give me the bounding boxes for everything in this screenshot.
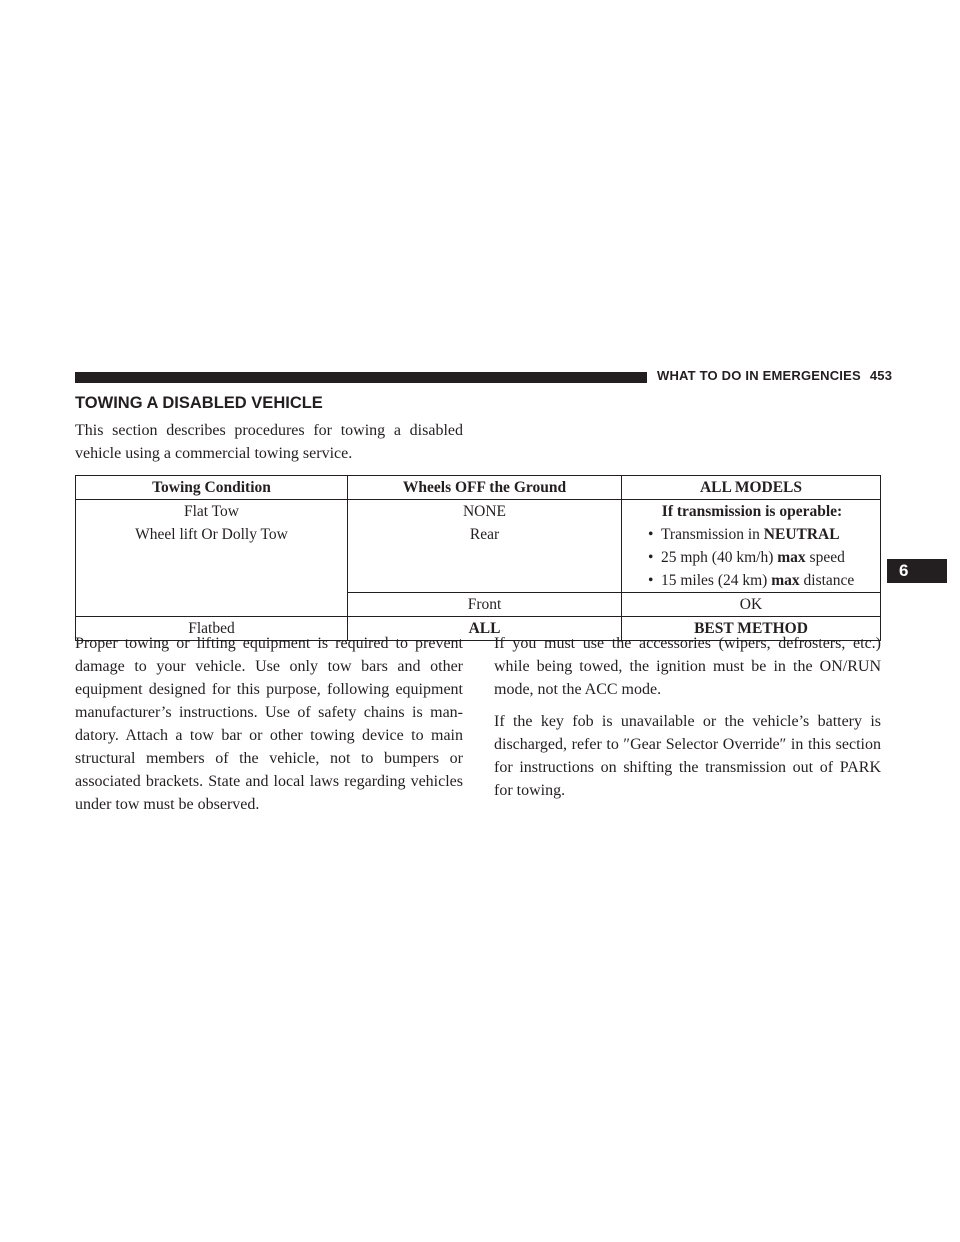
body-right-column [494,632,881,811]
running-header [657,368,892,383]
cell-wheel-lift-front: Front [348,593,622,617]
cell-transmission-notes [622,500,881,593]
cell-flatbed: Flatbed [76,617,348,641]
body-right-paragraph-1: If you must use the accessories (wipers, defrosters, etc.) while being towed, the ignition must be in the ON/RUN mode, not the ACC mode. [494,635,881,698]
cell-flat-tow-wheels: NONE [348,500,622,524]
table-header-row [76,476,881,500]
note-item: • Transmission in NEUTRAL [648,523,876,546]
cell-wheel-lift: Wheel lift Or Dolly Tow [76,523,348,617]
towing-table [75,475,881,641]
header-section-title: WHAT TO DO IN EMERGENCIES [657,368,861,383]
section-title: TOWING A DISABLED VEHICLE [75,394,323,412]
header-rule [75,372,647,383]
header-wheels-off: Wheels OFF the Ground [348,476,622,500]
intro-paragraph: This section describes procedures for towing a disabled vehicle using a commercial towing service. [75,422,463,462]
table-row-flat-tow [76,500,881,524]
bullet-icon: • [648,572,654,589]
note-item: • 15 miles (24 km) max distance [648,569,876,592]
note-item: • 25 mph (40 km/h) max speed [648,546,876,569]
bullet-icon: • [648,549,654,566]
bullet-icon: • [648,526,654,543]
cell-wheel-lift-rear: Rear [348,523,622,593]
body-left-paragraph: Proper towing or lifting equipment is required to prevent damage to your vehicle. Use only tow bars and other equipment designed for this purpose, following equipment manufacturer’s instructions. Use of safety chains is man-datory. Attach a tow bar or other towing device to main structural members of the vehicle, not to bumpers or associated brackets. State and local laws regarding vehicles under tow must be observed. [75,635,463,813]
body-right-paragraph-2: If the key fob is unavailable or the vehicle’s battery is discharged, refer to ″Gear Selector Override″ in this section for instructions on shifting the transmission out of PARK for towing. [494,713,881,799]
cell-flatbed-wheels: ALL [348,617,622,641]
notes-heading: If transmission is operable: [661,503,843,520]
header-all-models: ALL MODELS [622,476,881,500]
cell-flat-tow: Flat Tow [76,500,348,524]
cell-flatbed-result: BEST METHOD [622,617,881,641]
chapter-tab: 6 [887,559,947,583]
page-number: 453 [869,368,893,383]
header-towing-condition: Towing Condition [76,476,348,500]
cell-front-result: OK [622,593,881,617]
